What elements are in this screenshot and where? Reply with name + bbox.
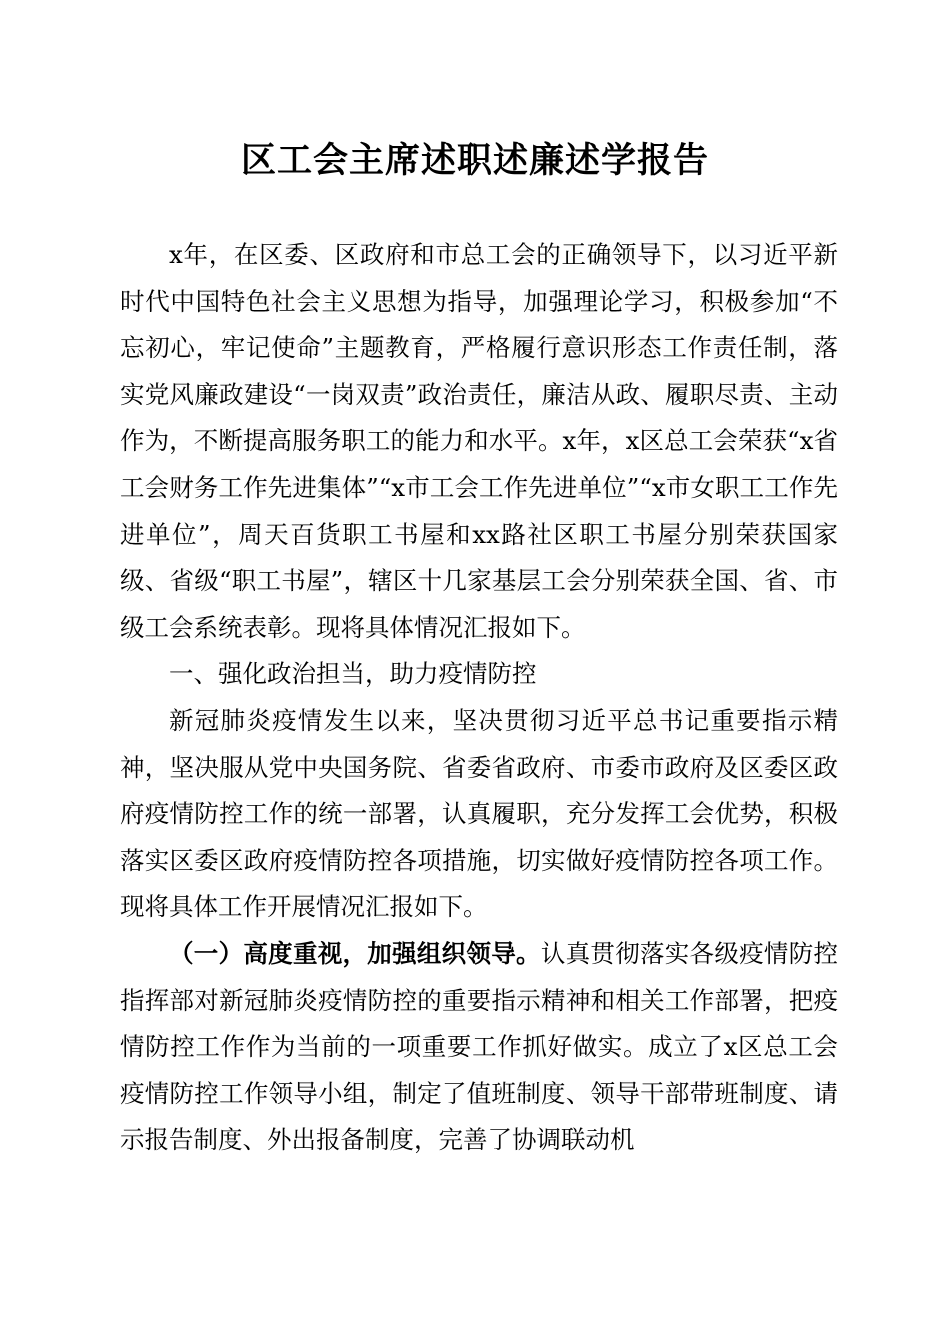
document-title: 区工会主席述职述廉述学报告 [240,140,709,181]
section-1-paragraph: 新冠肺炎疫情发生以来，坚决贯彻习近平总书记重要指示精神，坚决服从党中央国务院、省委省政府、市委市政府及区委区政府疫情防控工作的统一部署，认真履职，充分发挥工会优势，积极落实区委区政府疫情防控各项措施，切实做好疫情防控各项工作。现将具体工作开展情况汇报如下。 [120,705,838,922]
subsection-1-heading: （一）高度重视，加强组织领导。 [169,938,541,968]
subsection-1-paragraph [120,931,838,1164]
document-body [120,232,838,1164]
subsection-1-text: 认真贯彻落实各级疫情防控指挥部对新冠肺炎疫情防控的重要指示精神和相关工作部署，把疫情防控工作作为当前的一项重要工作抓好做实。成立了x区总工会疫情防控工作领导小组，制定了值班制度、领导干部带班制度、请示报告制度、外出报备制度，完善了协调联动机 [120,938,839,1155]
section-1-heading: 一、强化政治担当，助力疫情防控 [169,659,537,689]
intro-paragraph: x年，在区委、区政府和市总工会的正确领导下，以习近平新时代中国特色社会主义思想为指导，加强理论学习，积极参加“不忘初心，牢记使命”主题教育，严格履行意识形态工作责任制，落实党风廉政建设“一岗双责”政治责任，廉洁从政、履职尽责、主动作为，不断提高服务职工的能力和水平。x年，x区总工会荣获“x省工会财务工作先进集体”“x市工会工作先进单位”“x市女职工工作先进单位”，周天百货职工书屋和xx路社区职工书屋分别荣获国家级、省级“职工书屋”，辖区十几家基层工会分别荣获全国、省、市级工会系统表彰。现将具体情况汇报如下。 [120,240,838,642]
